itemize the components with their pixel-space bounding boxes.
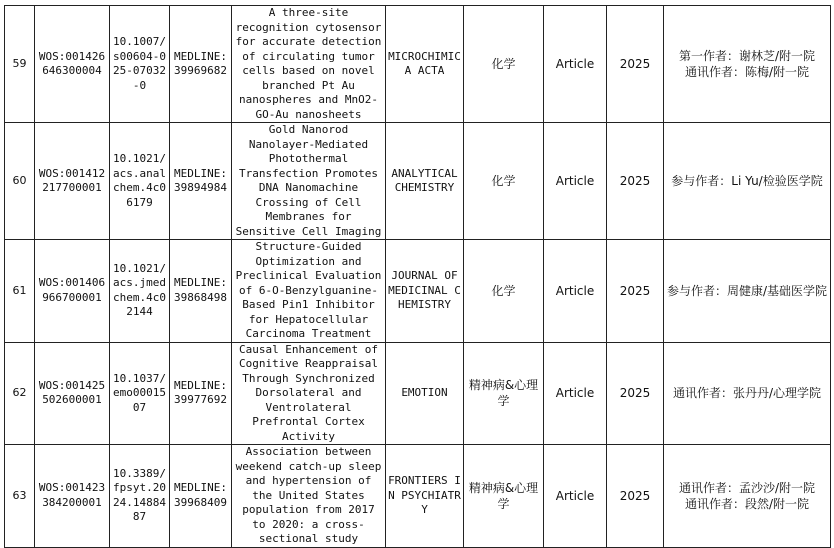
article-title: Association between weekend catch-up sleep and hypertension of the United States population from 2017 to 2020: a cross-sectional study: [232, 445, 386, 548]
medline-id: MEDLINE:39977692: [170, 342, 232, 445]
wos-id: WOS:001425502600001: [35, 342, 110, 445]
article-title: Gold Nanorod Nanolayer-Mediated Photothermal Transfection Promotes DNA Nanomachine Crossing of Cell Membranes for Sensitive Cell Imaging: [232, 123, 386, 240]
document-type: Article: [544, 123, 607, 240]
subject-category: 化学: [464, 6, 544, 123]
publication-year: 2025: [607, 123, 664, 240]
doi: 10.1007/s00604-025-07032-0: [110, 6, 170, 123]
doi: 10.1021/acs.jmedchem.4c02144: [110, 240, 170, 343]
journal-name: FRONTIERS IN PSYCHIATRY: [386, 445, 464, 548]
document-type: Article: [544, 240, 607, 343]
author-info: [664, 240, 831, 343]
subject-category: 精神病&心理学: [464, 445, 544, 548]
author-line: 通讯作者：孟沙沙/附一院: [678, 480, 816, 495]
row-number: 62: [5, 342, 35, 445]
document-type: Article: [544, 6, 607, 123]
article-title: A three-site recognition cytosensor for accurate detection of circulating tumor cells based on novel branched Pt Au nanospheres and MnO2-GO-Au nanosheets: [232, 6, 386, 123]
medline-id: MEDLINE:39894984: [170, 123, 232, 240]
article-title: Structure-Guided Optimization and Preclinical Evaluation of 6-O-Benzylguanine-Based Pin1 Inhibitor for Hepatocellular Carcinoma Treatment: [232, 240, 386, 343]
author-info: [664, 342, 831, 445]
wos-id: WOS:001426646300004: [35, 6, 110, 123]
table-row: [5, 240, 831, 343]
author-line: 通讯作者：段然/附一院: [684, 496, 810, 511]
author-line: 参与作者：周健康/基础医学院: [666, 283, 828, 298]
author-line: 通讯作者：陈梅/附一院: [684, 65, 810, 79]
row-number: 61: [5, 240, 35, 343]
publication-year: 2025: [607, 342, 664, 445]
author-line: 第一作者：谢林芝/附一院: [678, 49, 816, 63]
journal-name: MICROCHIMICA ACTA: [386, 6, 464, 123]
document-type: Article: [544, 342, 607, 445]
publication-year: 2025: [607, 6, 664, 123]
records-table: [4, 5, 831, 548]
publication-year: 2025: [607, 240, 664, 343]
row-number: 63: [5, 445, 35, 548]
table-row: [5, 123, 831, 240]
publication-year: 2025: [607, 445, 664, 548]
author-info: [664, 445, 831, 548]
table-row: [5, 342, 831, 445]
subject-category: 精神病&心理学: [464, 342, 544, 445]
doi: 10.1037/emo0001507: [110, 342, 170, 445]
journal-name: JOURNAL OF MEDICINAL CHEMISTRY: [386, 240, 464, 343]
doi: 10.1021/acs.analchem.4c06179: [110, 123, 170, 240]
subject-category: 化学: [464, 123, 544, 240]
wos-id: WOS:001423384200001: [35, 445, 110, 548]
row-number: 60: [5, 123, 35, 240]
medline-id: MEDLINE:39968409: [170, 445, 232, 548]
table-row: [5, 6, 831, 123]
medline-id: MEDLINE:39868498: [170, 240, 232, 343]
wos-id: WOS:001412217700001: [35, 123, 110, 240]
document-type: Article: [544, 445, 607, 548]
journal-name: EMOTION: [386, 342, 464, 445]
author-info: [664, 6, 831, 123]
medline-id: MEDLINE:39969682: [170, 6, 232, 123]
row-number: 59: [5, 6, 35, 123]
subject-category: 化学: [464, 240, 544, 343]
author-line: 参与作者：Li Yu/检验医学院: [671, 174, 823, 188]
wos-id: WOS:001406966700001: [35, 240, 110, 343]
journal-name: ANALYTICAL CHEMISTRY: [386, 123, 464, 240]
article-title: Causal Enhancement of Cognitive Reappraisal Through Synchronized Dorsolateral and Ventrolateral Prefrontal Cortex Activity: [232, 342, 386, 445]
author-line: 通讯作者：张丹丹/心理学院: [672, 386, 822, 401]
doi: 10.3389/fpsyt.2024.1488487: [110, 445, 170, 548]
table-row: [5, 445, 831, 548]
author-info: [664, 123, 831, 240]
